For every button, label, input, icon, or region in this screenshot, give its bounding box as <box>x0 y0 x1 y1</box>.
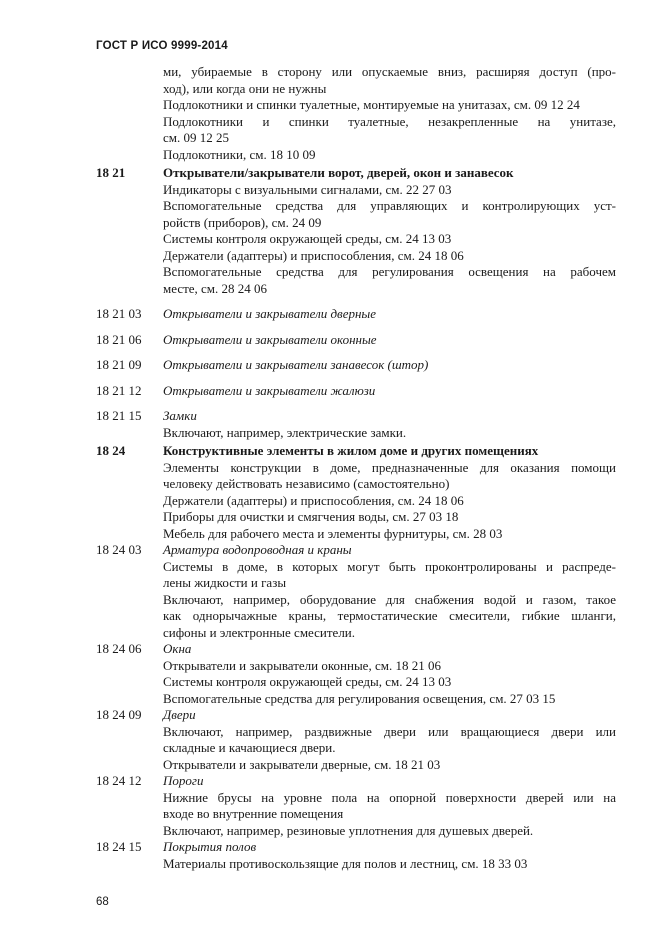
entry-title: Покрытия полов <box>163 839 257 854</box>
text-line: Подлокотники и спинки туалетные, монтируемые на унитазах, см. 09 12 24 <box>163 97 580 112</box>
text-line: сифоны и электронные смесители. <box>163 624 356 640</box>
section-heading: Конструктивные элементы в жилом доме и других помещениях <box>163 443 539 458</box>
text-line: Держатели (адаптеры) и приспособления, см. 24 18 06 <box>163 492 464 508</box>
text-line: Вспомогательные средства для управляющих и контролирующих уст- <box>163 198 616 213</box>
text-line: человеку действовать независимо (самостоятельно) <box>163 476 450 491</box>
entry-code: 18 24 15 <box>96 839 142 854</box>
text-line: Вспомогательные средства для регулирования освещения на рабочем <box>163 264 616 279</box>
text-line: ход), или когда они не нужны <box>163 80 327 96</box>
section-18-21-15 <box>96 408 616 441</box>
section-18-21-09 <box>96 357 616 374</box>
document-body <box>96 64 616 872</box>
text-line: Включают, например, оборудование для снабжения водой и газом, такое <box>163 591 616 607</box>
entry-code: 18 21 09 <box>96 357 142 372</box>
text-line: Элементы конструкции в доме, предназначенные для оказания помощи <box>163 459 616 475</box>
text-line: Включают, например, раздвижные двери или вращающиеся двери или <box>163 723 616 739</box>
section-18-21 <box>96 165 616 297</box>
entry-title: Открыватели и закрыватели жалюзи <box>163 382 376 398</box>
text-line: Подлокотники и спинки туалетные, незакрепленные на унитазе, <box>163 113 616 129</box>
section-18-21-03 <box>96 306 616 323</box>
text-line: ройств (приборов), см. 24 09 <box>163 214 322 230</box>
document-header: ГОСТ Р ИСО 9999-2014 <box>96 40 228 52</box>
text-line: Материалы противоскользящие для полов и лестниц, см. 18 33 03 <box>163 855 528 871</box>
text-line: Индикаторы с визуальными сигналами, см. 22 27 03 <box>163 181 452 197</box>
entry-code: 18 24 09 <box>96 707 142 722</box>
entry-title: Арматура водопроводная и краны <box>163 542 352 557</box>
section-18-21-12 <box>96 383 616 400</box>
text-line: месте, см. 28 24 06 <box>163 280 268 296</box>
section-heading: Открыватели/закрыватели ворот, дверей, окон и занавесок <box>163 165 514 180</box>
entry-code: 18 24 06 <box>96 641 142 656</box>
text-line: как однорычажные краны, термостатические смесители, гибкие шланги, <box>163 608 616 623</box>
entry-code: 18 24 12 <box>96 773 142 788</box>
entry-code-empty <box>96 64 163 163</box>
text-line: Нижние брусы на уровне пола на опорной поверхности дверей или на <box>163 789 616 805</box>
text-line: см. 09 12 25 <box>163 130 229 145</box>
text-line: лены жидкости и газы <box>163 575 287 590</box>
entry-code: 18 21 <box>96 165 126 180</box>
text-line: Открыватели и закрыватели оконные, см. 18 21 06 <box>163 657 441 673</box>
section-18-21-06 <box>96 332 616 349</box>
text-line: Держатели (адаптеры) и приспособления, см. 24 18 06 <box>163 247 464 263</box>
text-line: Системы контроля окружающей среды, см. 24 13 03 <box>163 231 452 246</box>
text-line: Системы контроля окружающей среды, см. 24 13 03 <box>163 674 452 689</box>
entry-title: Открыватели и закрыватели оконные <box>163 331 377 347</box>
text-line: Мебель для рабочего места и элементы фурнитуры, см. 28 03 <box>163 525 503 541</box>
entry-code: 18 21 15 <box>96 408 142 423</box>
text-line: Открыватели и закрыватели дверные, см. 18 21 03 <box>163 756 441 772</box>
text-line: Включают, например, электрические замки. <box>163 424 407 440</box>
text-line: Подлокотники, см. 18 10 09 <box>163 146 316 162</box>
text-line: Вспомогательные средства для регулирования освещения, см. 27 03 15 <box>163 690 556 706</box>
entry-code: 18 24 <box>96 443 126 458</box>
section-18-24-12 <box>96 773 616 839</box>
entry-code: 18 21 03 <box>96 306 142 321</box>
text-line: Системы в доме, в которых могут быть проконтролированы и распреде- <box>163 558 616 574</box>
entry-code: 18 21 12 <box>96 382 142 398</box>
text-line: Включают, например, резиновые уплотнения для душевых дверей. <box>163 822 534 838</box>
entry-title: Окна <box>163 641 192 656</box>
entry-title: Пороги <box>163 773 204 788</box>
section-18-24 <box>96 443 616 542</box>
text-line: Приборы для очистки и смягчения воды, см. 27 03 18 <box>163 509 459 524</box>
section-18-24-06 <box>96 641 616 707</box>
section-18-24-03 <box>96 542 616 641</box>
section-18-24-09 <box>96 707 616 773</box>
page-number: 68 <box>96 896 109 908</box>
entry-title: Замки <box>163 408 197 423</box>
entry-code: 18 21 06 <box>96 331 142 347</box>
entry-title: Открыватели и закрыватели занавесок (штор) <box>163 357 429 372</box>
section-18-24-15 <box>96 839 616 872</box>
continuation-block <box>96 64 616 163</box>
text-line: ми, убираемые в сторону или опускаемые вниз, расширяя доступ (про- <box>163 64 616 79</box>
entry-code: 18 24 03 <box>96 542 142 557</box>
text-line: входе во внутренние помещения <box>163 806 344 821</box>
entry-title: Открыватели и закрыватели дверные <box>163 306 376 321</box>
text-line: складные и качающиеся двери. <box>163 740 336 755</box>
entry-title: Двери <box>163 707 196 722</box>
